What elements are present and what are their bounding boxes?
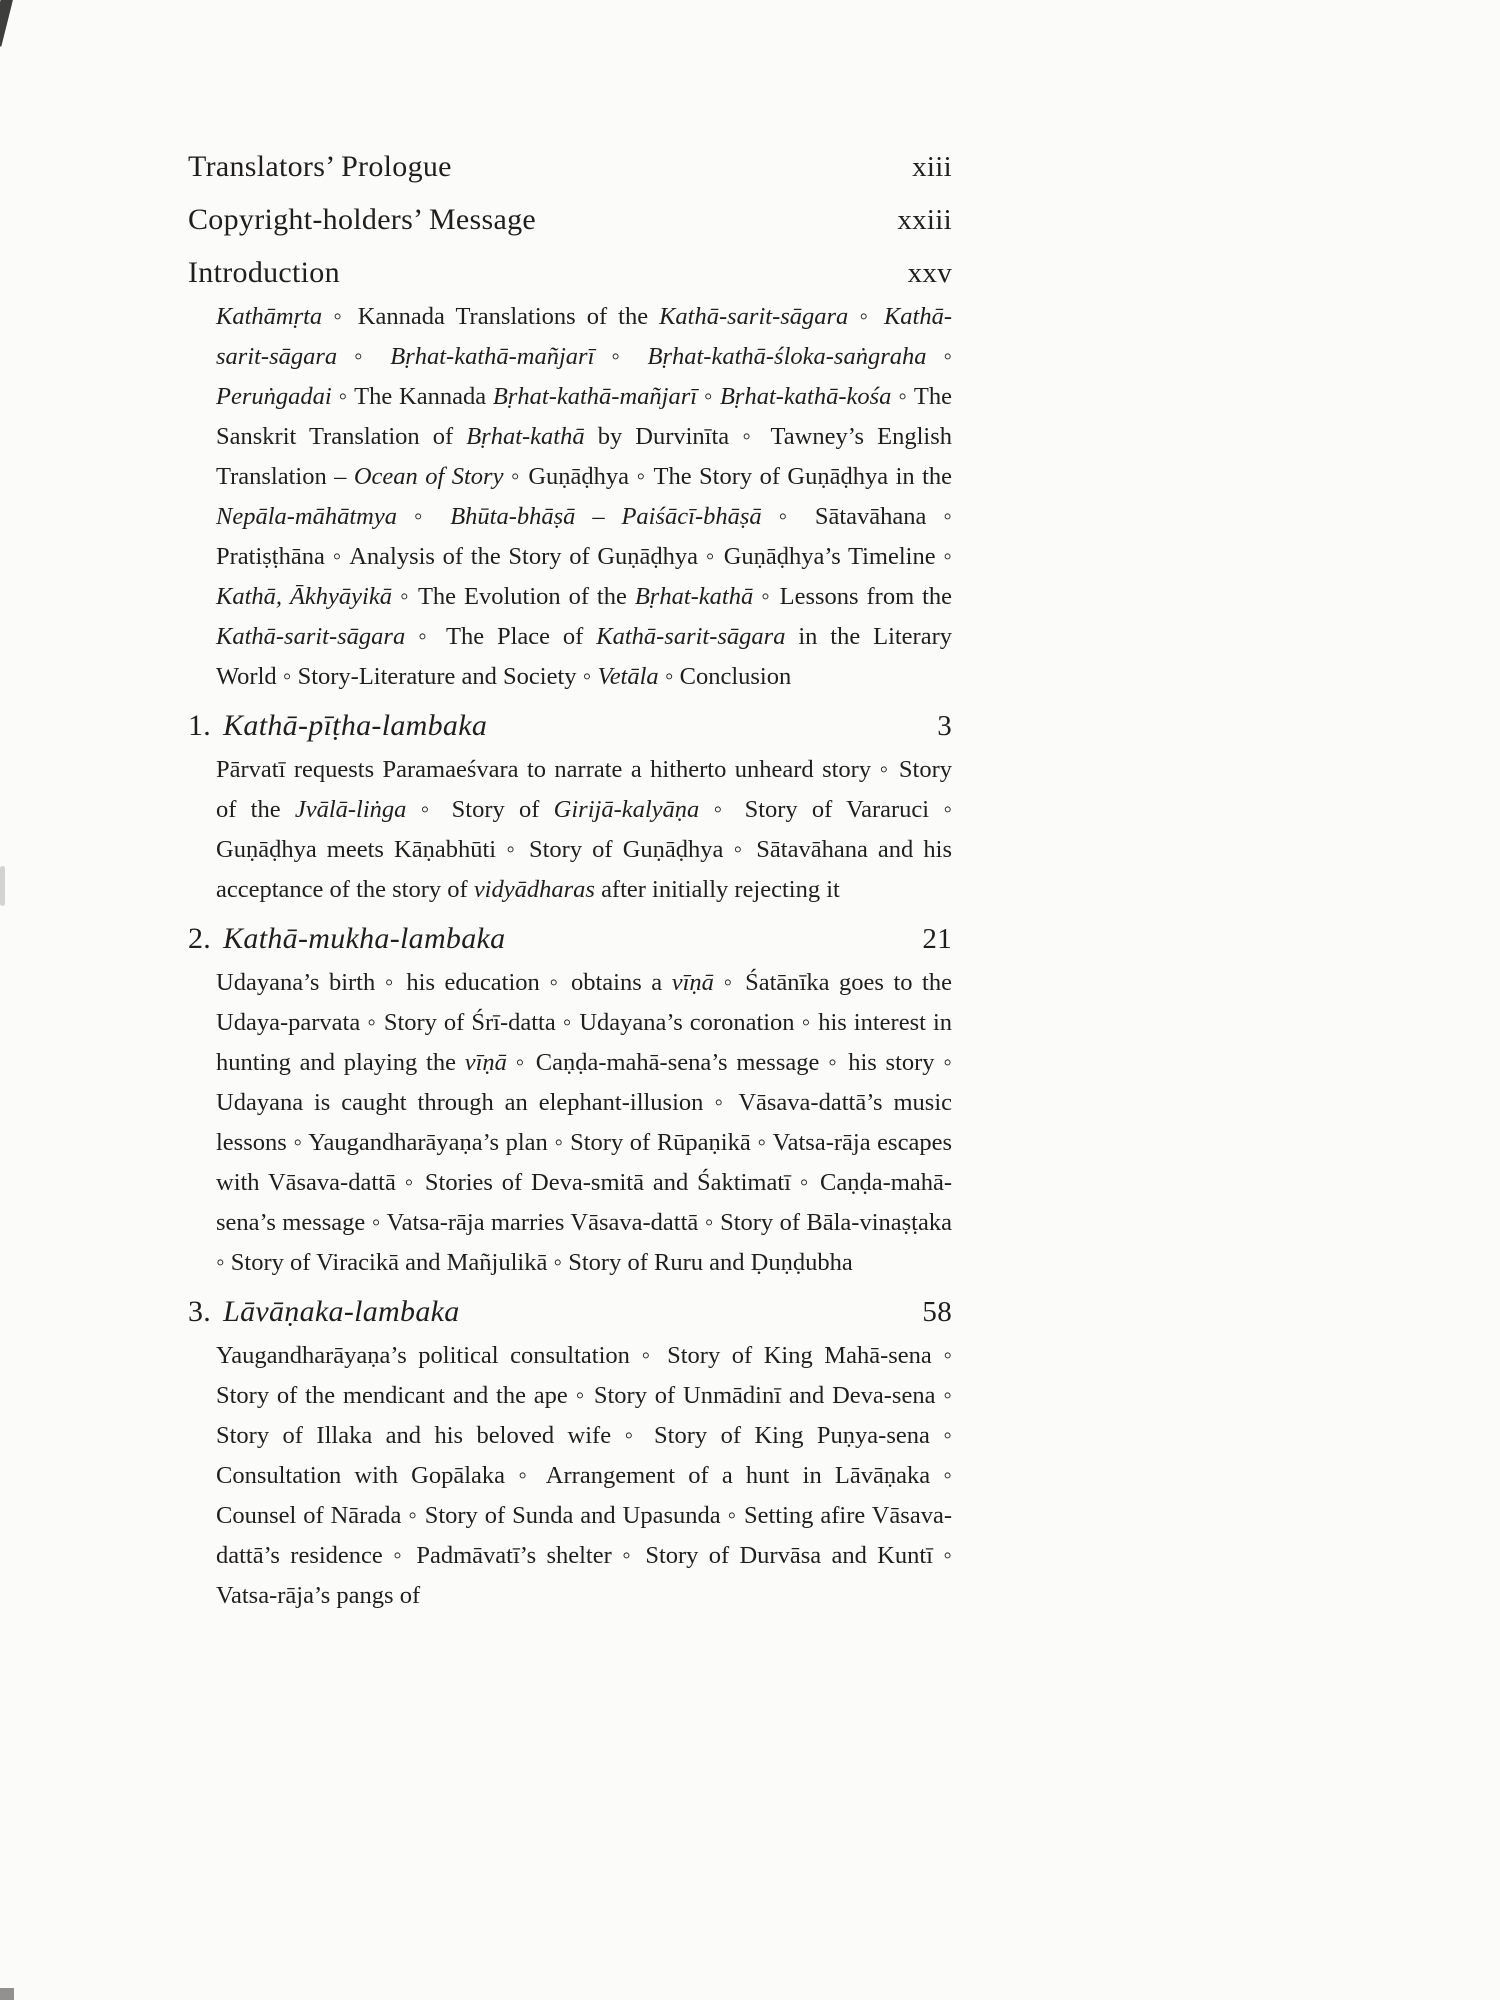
summary-segment: ◦ Lessons from the bbox=[753, 583, 953, 610]
entry-page-number: xiii bbox=[912, 151, 952, 183]
entry-summary bbox=[216, 750, 952, 910]
entry-summary bbox=[216, 1336, 952, 1616]
toc-entry bbox=[188, 256, 952, 697]
entry-number: 2. bbox=[188, 922, 212, 955]
entry-heading bbox=[188, 922, 952, 956]
entry-heading-text bbox=[188, 922, 505, 956]
summary-segment: ◦ The Kannada bbox=[331, 383, 493, 410]
entry-title: Lāvāṇaka-lambaka bbox=[223, 1295, 460, 1328]
table-of-contents bbox=[188, 150, 952, 1628]
entry-title: Copyright-holders’ Message bbox=[188, 203, 537, 236]
entry-page-number: xxv bbox=[907, 257, 952, 289]
summary-segment: ◦ The Sanskrit Translation of bbox=[216, 383, 952, 450]
summary-segment: Ocean of Story bbox=[353, 463, 504, 490]
summary-segment: by Durvinīta ◦ Tawney’s English Translation – bbox=[216, 423, 952, 490]
summary-segment: ◦ Śatānīka goes to the Udaya-parvata ◦ Story of Śrī-datta ◦ Udayana’s coronation ◦ his interest in hunting and playing the bbox=[216, 969, 952, 1076]
summary-segment: Bṛhat-kathā bbox=[634, 583, 754, 610]
entry-heading-text bbox=[188, 256, 340, 290]
summary-segment: Kathā-sarit-sāgara bbox=[216, 623, 406, 650]
front-matter-list bbox=[188, 150, 952, 237]
front-matter-row bbox=[188, 150, 952, 184]
front-matter-row bbox=[188, 203, 952, 237]
entry-page-number: 21 bbox=[922, 923, 952, 955]
summary-segment: ◦ bbox=[397, 503, 451, 530]
summary-segment: ◦ Guṇāḍhya ◦ The Story of Guṇāḍhya in the bbox=[503, 463, 953, 490]
summary-segment: Bhūta-bhāṣā – Paiśācī-bhāṣā bbox=[450, 503, 762, 530]
summary-segment: vīṇā bbox=[671, 969, 714, 996]
entry-heading-text bbox=[188, 1295, 460, 1329]
toc-entry bbox=[188, 922, 952, 1283]
entry-page-number: xxiii bbox=[897, 204, 952, 236]
toc-entry bbox=[188, 1295, 952, 1616]
summary-segment: ◦ Caṇḍa-mahā-sena’s message ◦ his story ◦ Udayana is caught through an elephant-illusion ◦ Vāsava-dattā’s music lessons ◦ Yaugandharāyaṇa’s plan ◦ Story of Rūpaṇikā ◦ Vatsa-rāja escapes with Vāsava-dattā ◦ Stories of Deva-smitā and Śaktimatī ◦ Caṇḍa-mahā-sena’s message ◦ Vatsa-rāja marries Vāsava-dattā ◦ Story of Bāla-vinaṣṭaka ◦ Story of Viracikā and Mañjulikā ◦ Story of Ruru and Ḍuṇḍubha bbox=[216, 1049, 952, 1276]
summary-segment: ◦ Sātavāhana ◦ Pratiṣṭhāna ◦ Analysis of the Story of Guṇāḍhya ◦ Guṇāḍhya’s Timeline ◦ bbox=[216, 503, 952, 570]
summary-segment: ◦ The Evolution of the bbox=[392, 583, 635, 610]
entry-page-number: 58 bbox=[922, 1296, 952, 1328]
entry-heading bbox=[188, 709, 952, 743]
summary-segment: after initially rejecting it bbox=[594, 876, 840, 903]
summary-segment: ◦ bbox=[697, 383, 720, 410]
summary-segment: Kathā-sarit-sāgara bbox=[216, 303, 952, 370]
summary-segment: ◦ Conclusion bbox=[658, 663, 792, 690]
summary-segment: ◦ Story of bbox=[406, 796, 554, 823]
summary-segment: Nepāla-māhātmya bbox=[216, 503, 397, 530]
scan-artifact-top-left bbox=[0, 0, 14, 47]
entry-heading bbox=[188, 256, 952, 290]
summary-segment: Pārvatī requests Paramaeśvara to narrate a hitherto unheard story ◦ Story of the bbox=[216, 756, 952, 823]
summary-segment: Peruṅgadai bbox=[216, 383, 332, 410]
summary-segment: Bṛhat-kathā-kośa bbox=[719, 383, 892, 410]
entry-page-number: 3 bbox=[937, 710, 952, 742]
summary-segment: Bṛhat-kathā bbox=[466, 423, 585, 450]
summary-segment: Udayana’s birth ◦ his education ◦ obtains a bbox=[216, 969, 672, 996]
toc-entry-list bbox=[188, 256, 952, 1616]
summary-segment: Kathā, Ākhyāyikā bbox=[216, 583, 392, 610]
summary-segment: ◦ The Place of bbox=[405, 623, 597, 650]
summary-segment: Vetāla bbox=[597, 663, 659, 690]
scan-artifact-left-edge bbox=[0, 866, 5, 906]
summary-segment: Girijā-kalyāṇa bbox=[553, 796, 700, 823]
summary-segment: Bṛhat-kathā-śloka-saṅgraha bbox=[647, 343, 927, 370]
summary-segment: vīṇā bbox=[464, 1049, 507, 1076]
summary-segment: ◦ Story of Vararuci ◦ Guṇāḍhya meets Kāṇabhūti ◦ Story of Guṇāḍhya ◦ Sātavāhana and his acceptance of the story of bbox=[216, 796, 953, 903]
summary-segment: ◦ bbox=[337, 343, 391, 370]
entry-number: 3. bbox=[188, 1295, 212, 1328]
summary-segment: in the Literary World ◦ Story-Literature and Society ◦ bbox=[216, 623, 953, 690]
summary-segment: Kathā-sarit-sāgara bbox=[659, 303, 849, 330]
entry-title: Introduction bbox=[188, 256, 340, 289]
summary-segment: vidyādharas bbox=[473, 876, 595, 903]
summary-segment: Kathāmṛta bbox=[216, 303, 323, 330]
entry-title: Kathā-mukha-lambaka bbox=[223, 922, 506, 955]
scan-artifact-bottom-left bbox=[0, 1988, 14, 2000]
entry-heading-text bbox=[188, 709, 487, 743]
entry-title: Kathā-pīṭha-lambaka bbox=[223, 709, 488, 742]
summary-segment: ◦ Kannada Translations of the bbox=[322, 303, 660, 330]
summary-segment: ◦ bbox=[594, 343, 648, 370]
summary-segment: Bṛhat-kathā-mañjarī bbox=[492, 383, 698, 410]
summary-segment: Jvālā-liṅga bbox=[294, 796, 407, 823]
summary-segment: ◦ bbox=[848, 303, 884, 330]
entry-title: Translators’ Prologue bbox=[188, 150, 452, 183]
entry-heading bbox=[188, 1295, 952, 1329]
toc-entry bbox=[188, 709, 952, 910]
summary-segment: Bṛhat-kathā-mañjarī bbox=[390, 343, 595, 370]
summary-segment: Yaugandharāyaṇa’s political consultation ◦ Story of King Mahā-sena ◦ Story of the mendicant and the ape ◦ Story of Unmādinī and Deva-sena ◦ Story of Illaka and his beloved wife ◦ Story of King Puṇya-sena ◦ Consultation with Gopālaka ◦ Arrangement of a hunt in Lāvāṇaka ◦ Counsel of Nārada ◦ Story of Sunda and Upasunda ◦ Setting afire Vāsava-dattā’s residence ◦ Padmāvatī’s shelter ◦ Story of Durvāsa and Kuntī ◦ Vatsa-rāja’s pangs of bbox=[216, 1342, 952, 1609]
entry-summary bbox=[216, 297, 952, 697]
summary-segment: ◦ bbox=[926, 343, 953, 370]
entry-number: 1. bbox=[188, 709, 212, 742]
entry-summary bbox=[216, 963, 952, 1283]
summary-segment: Kathā-sarit-sāgara bbox=[596, 623, 786, 650]
